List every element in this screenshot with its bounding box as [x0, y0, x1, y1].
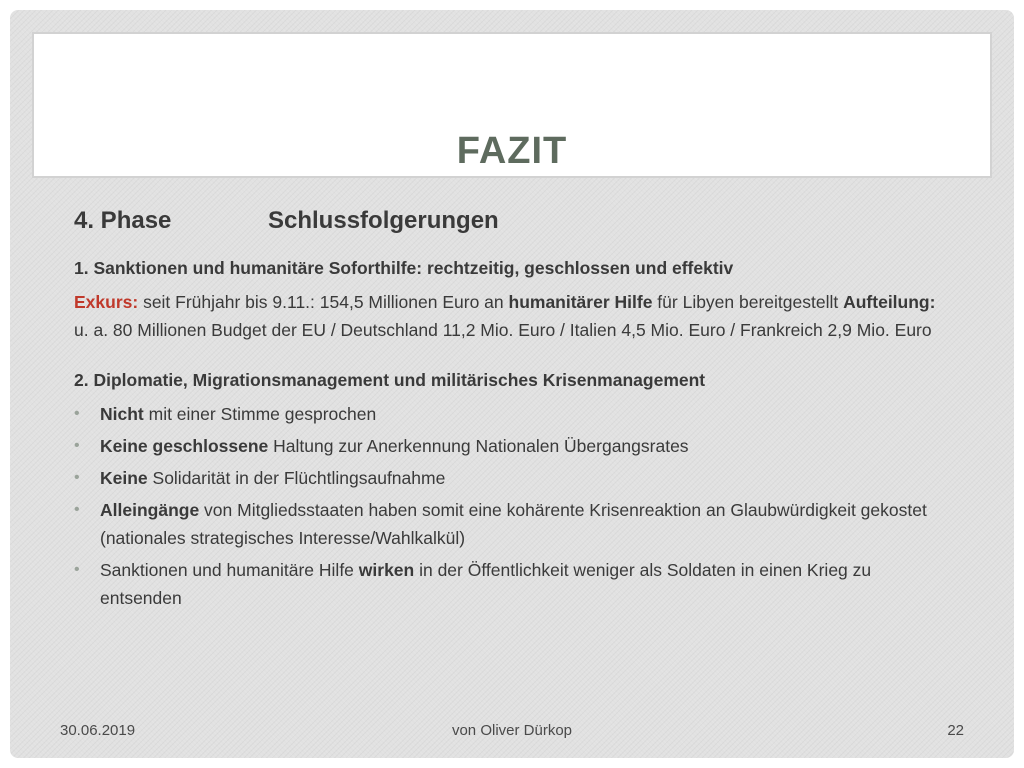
bullet-bold: wirken: [358, 560, 415, 580]
bullet-item: [74, 432, 954, 460]
phase-label: 4. Phase: [74, 207, 172, 234]
exkurs-text-a: seit Frühjahr bis 9.11.: 154,5 Millionen Euro an: [138, 292, 509, 312]
section1-heading: 1. Sanktionen und humanitäre Soforthilfe: rechtzeitig, geschlossen und effektiv: [74, 258, 734, 278]
exkurs-paragraph: [74, 288, 954, 344]
bullet-dot-icon: •: [74, 437, 80, 454]
slide-content: [74, 206, 954, 616]
bullet-item: [74, 496, 954, 552]
bullet-bold: Keine: [100, 468, 148, 488]
bullet-item: [74, 556, 954, 612]
footer-date: 30.06.2019: [60, 722, 136, 739]
bullet-bold: Keine geschlossene: [100, 436, 269, 456]
slide-title: FAZIT: [456, 130, 568, 172]
bullet-rest: Solidarität in der Flüchtlingsaufnahme: [147, 468, 446, 488]
bullet-dot-icon: •: [74, 405, 80, 422]
bullet-dot-icon: •: [74, 501, 80, 518]
exkurs-bold-b: humanitärer Hilfe: [508, 292, 653, 312]
footer-author: von Oliver Dürkop: [451, 722, 573, 739]
bullet-rest: von Mitgliedsstaaten haben somit eine kohärente Krisenreaktion an Glaubwürdigkeit gekostet (nationales strategisches Interesse/Wahlkalkül): [100, 500, 927, 548]
bullet-item: [74, 400, 954, 428]
section2-bullets: [74, 400, 954, 612]
title-box: [32, 32, 992, 178]
exkurs-text-e: u. a. 80 Millionen Budget der EU / Deutschland 11,2 Mio. Euro / Italien 4,5 Mio. Euro / Frankreich 2,9 Mio. Euro: [74, 320, 932, 340]
bullet-rest: mit einer Stimme gesprochen: [143, 404, 377, 424]
bullet-pre: Sanktionen und humanitäre Hilfe: [100, 560, 359, 580]
exkurs-bold-d: Aufteilung:: [843, 292, 936, 312]
bullet-rest: Haltung zur Anerkennung Nationalen Übergangsrates: [268, 436, 689, 456]
bullet-bold: Alleingänge: [100, 500, 200, 520]
exkurs-label: Exkurs:: [74, 292, 139, 312]
exkurs-text-c: für Libyen bereitgestellt: [652, 292, 844, 312]
section2-heading: 2. Diplomatie, Migrationsmanagement und militärisches Krisenmanagement: [74, 370, 706, 390]
phase-subject: Schlussfolgerungen: [268, 207, 499, 234]
bullet-post: in der Öffentlichkeit weniger als Soldaten in einen Krieg zu entsenden: [100, 560, 872, 608]
footer-page-number: 22: [947, 722, 964, 739]
bullet-dot-icon: •: [74, 561, 80, 578]
phase-heading: [74, 206, 954, 236]
bullet-item: [74, 464, 954, 492]
bullet-bold: Nicht: [100, 404, 144, 424]
slide: [10, 10, 1014, 758]
bullet-dot-icon: •: [74, 469, 80, 486]
